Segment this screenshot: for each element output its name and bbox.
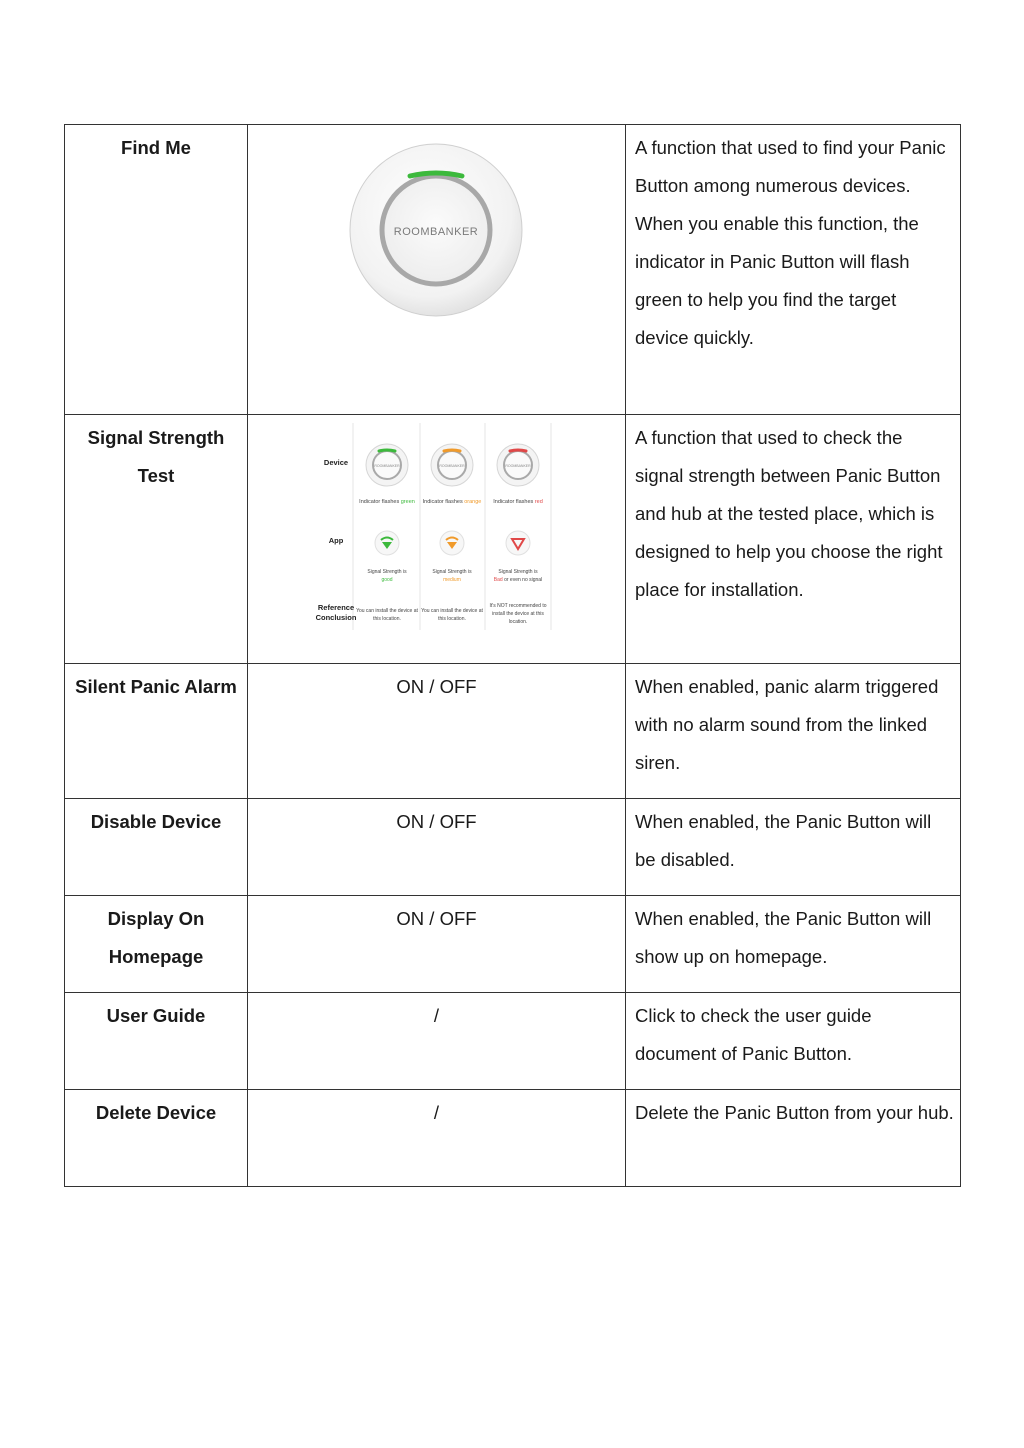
svg-text:good: good [381,577,393,583]
feature-description: When enabled, the Panic Button will show up on homepage. [626,896,961,993]
signal-column-bad [490,444,547,625]
svg-text:Signal Strength is: Signal Strength is [498,569,538,575]
feature-description: When enabled, the Panic Button will be disabled. [626,799,961,896]
feature-description: A function that used to check the signal strength between Panic Button and hub at the tested place, which is designed to help you choose the right place for installation. [626,415,961,664]
feature-value: / [248,1090,626,1187]
feature-description: A function that used to find your Panic Button among numerous devices. When you enable this function, the indicator in Panic Button will flash green to help you find the target device quickly. [626,125,961,415]
table-row [65,125,961,415]
svg-text:medium: medium [443,577,461,583]
feature-value: ON / OFF [248,799,626,896]
row-label-app: App [328,536,344,545]
settings-table [64,124,961,1187]
svg-text:ROOMBANKER: ROOMBANKER [439,464,465,468]
svg-text:You can install the device at: You can install the device at [421,608,483,614]
table-row [65,799,961,896]
table-row [65,1090,961,1187]
feature-value: ON / OFF [248,896,626,993]
svg-text:ROOMBANKER: ROOMBANKER [505,464,531,468]
svg-text:Indicator flashes orange: Indicator flashes orange [422,499,482,505]
feature-name: Delete Device [65,1090,248,1187]
feature-value: / [248,993,626,1090]
row-label-conclusion: Conclusion [315,613,357,622]
svg-text:Indicator flashes red: Indicator flashes red [493,499,543,505]
svg-text:Indicator flashes green: Indicator flashes green [359,499,415,505]
svg-text:ROOMBANKER: ROOMBANKER [374,464,400,468]
feature-value: ON / OFF [248,664,626,799]
signal-column-good [356,444,418,622]
svg-text:install the device at this: install the device at this [492,611,544,617]
panic-button-image [248,125,626,409]
feature-description: Delete the Panic Button from your hub. [626,1090,961,1187]
row-label-reference: Reference [317,603,355,612]
feature-name: Display On Homepage [65,896,248,993]
feature-description: When enabled, panic alarm triggered with no alarm sound from the linked siren. [626,664,961,799]
indicator-light [510,450,526,451]
svg-text:this location.: this location. [438,616,466,622]
feature-name: Find Me [65,125,248,415]
table-row [65,896,961,993]
indicator-light [379,450,395,451]
row-label-device: Device [323,458,349,467]
svg-text:this location.: this location. [373,616,401,622]
feature-name: Disable Device [65,799,248,896]
feature-name: Silent Panic Alarm [65,664,248,799]
table-row [65,664,961,799]
table-row [65,993,961,1090]
svg-text:Signal Strength is: Signal Strength is [367,569,407,575]
signal-strength-diagram [248,415,626,658]
signal-column-medium [421,444,483,622]
svg-text:Bad or even no signal: Bad or even no signal [493,577,543,583]
find-me-image-cell [248,125,626,415]
feature-description: Click to check the user guide document of Panic Button. [626,993,961,1090]
svg-text:It's NOT recommended to: It's NOT recommended to [489,603,547,609]
feature-name: User Guide [65,993,248,1090]
brand-logo: ROOMBANKER [393,226,479,238]
indicator-light [444,450,460,451]
svg-text:Signal Strength is: Signal Strength is [432,569,472,575]
table-row [65,415,961,664]
svg-text:You can install the device at: You can install the device at [356,608,418,614]
signal-test-image-cell [248,415,626,664]
svg-text:location.: location. [508,619,528,625]
feature-name: Signal Strength Test [65,415,248,664]
